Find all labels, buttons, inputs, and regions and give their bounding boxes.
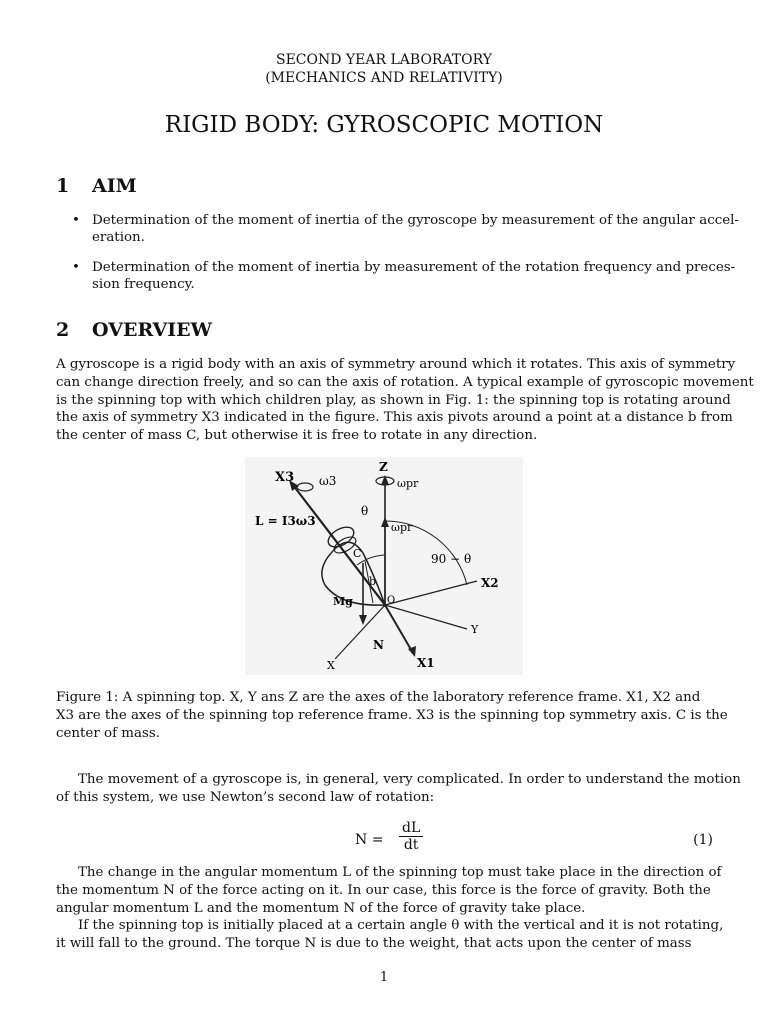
overview-paragraph (56, 356, 754, 445)
text-line: is the spinning top with which children play, as shown in Fig. 1: the spinning top is rotating around (56, 392, 731, 408)
aim-bullet (72, 259, 736, 293)
caption-line: X3 are the axes of the spinning top reference frame. X3 is the spinning top symmetry axis. C is the (56, 707, 728, 723)
section-number: 2 (56, 319, 70, 341)
bullet-icon: • (72, 260, 80, 275)
equation-numerator: dL (399, 820, 423, 837)
text-line: the axis of symmetry X3 indicated in the figure. This axis pivots around a point at a distance b from (56, 410, 733, 426)
text-line: it will fall to the ground. The torque N is due to the weight, that acts upon the center of mass (56, 936, 692, 952)
text-line: If the spinning top is initially placed at a certain angle θ with the vertical and it is not rotating, (78, 918, 724, 934)
section-number: 1 (56, 175, 70, 197)
spinning-top-figure (245, 457, 523, 675)
label-x: X (327, 659, 335, 672)
label-z: Z (379, 460, 388, 474)
label-l-equation: L = I3ω3 (255, 514, 316, 528)
text-line: the center of mass C, but otherwise it is free to rotate in any direction. (56, 428, 538, 444)
text-line: The movement of a gyroscope is, in general, very complicated. In order to understand the motion (78, 772, 741, 787)
caption-line: center of mass. (56, 725, 160, 741)
document-title: RIGID BODY: GYROSCOPIC MOTION (164, 112, 604, 138)
page-number: 1 (379, 970, 389, 985)
label-angle: 90 − θ (431, 552, 472, 566)
text-line: A gyroscope is a rigid body with an axis of symmetry around which it rotates. This axis of symmetry (56, 357, 736, 372)
label-omega3: ω3 (319, 474, 337, 488)
label-theta: θ (361, 504, 369, 518)
label-omega-pr: ωpr (391, 521, 413, 534)
text-line: of this system, we use Newton’s second law of rotation: (56, 789, 435, 805)
body-paragraph (56, 864, 724, 953)
bullet-icon: • (72, 213, 80, 228)
section-1-heading (56, 175, 137, 197)
label-x3: X3 (275, 470, 295, 485)
body-paragraph (56, 771, 741, 807)
section-title: AIM (92, 175, 137, 197)
equation-body (355, 820, 423, 853)
label-n: N (373, 638, 384, 652)
figure-caption (56, 689, 728, 742)
equation-number: (1) (693, 832, 713, 848)
equation-1 (56, 820, 713, 860)
label-x1: X1 (417, 656, 435, 670)
label-b: b (369, 575, 377, 588)
label-o: O (387, 595, 396, 606)
label-y: Y (471, 623, 479, 636)
section-title: OVERVIEW (92, 319, 213, 341)
lab-header: SECOND YEAR LABORATORY (276, 52, 492, 68)
text-line: The change in the angular momentum L of the spinning top must take place in the direction of (78, 865, 722, 880)
text-line: the momentum N of the force acting on it. In our case, this force is the force of gravity. Both the (56, 882, 711, 898)
text-line: can change direction freely, and so can the axis of rotation. A typical example of gyroscopic movement (56, 374, 754, 390)
label-mg: Mg (333, 595, 353, 608)
bullet-text: eration. (92, 230, 145, 245)
text-line: angular momentum L and the momentum N of the force of gravity take place. (56, 900, 586, 916)
label-c: C (353, 547, 362, 560)
lab-subheader: (MECHANICS AND RELATIVITY) (265, 70, 503, 86)
label-omega-pr-top: ωpr (397, 477, 419, 490)
bullet-text: sion frequency. (92, 277, 195, 292)
section-2-heading (56, 319, 212, 341)
bullet-text: Determination of the moment of inertia of the gyroscope by measurement of the angular accel- (92, 213, 739, 228)
equation-lhs: N = (355, 832, 384, 848)
caption-line: Figure 1: A spinning top. X, Y ans Z are the axes of the laboratory reference frame. X1, X2 and (56, 690, 701, 705)
equation-denominator: dt (403, 837, 419, 853)
aim-bullet (72, 212, 739, 246)
label-x2: X2 (481, 576, 499, 590)
bullet-text: Determination of the moment of inertia by measurement of the rotation frequency and preces- (92, 260, 736, 275)
